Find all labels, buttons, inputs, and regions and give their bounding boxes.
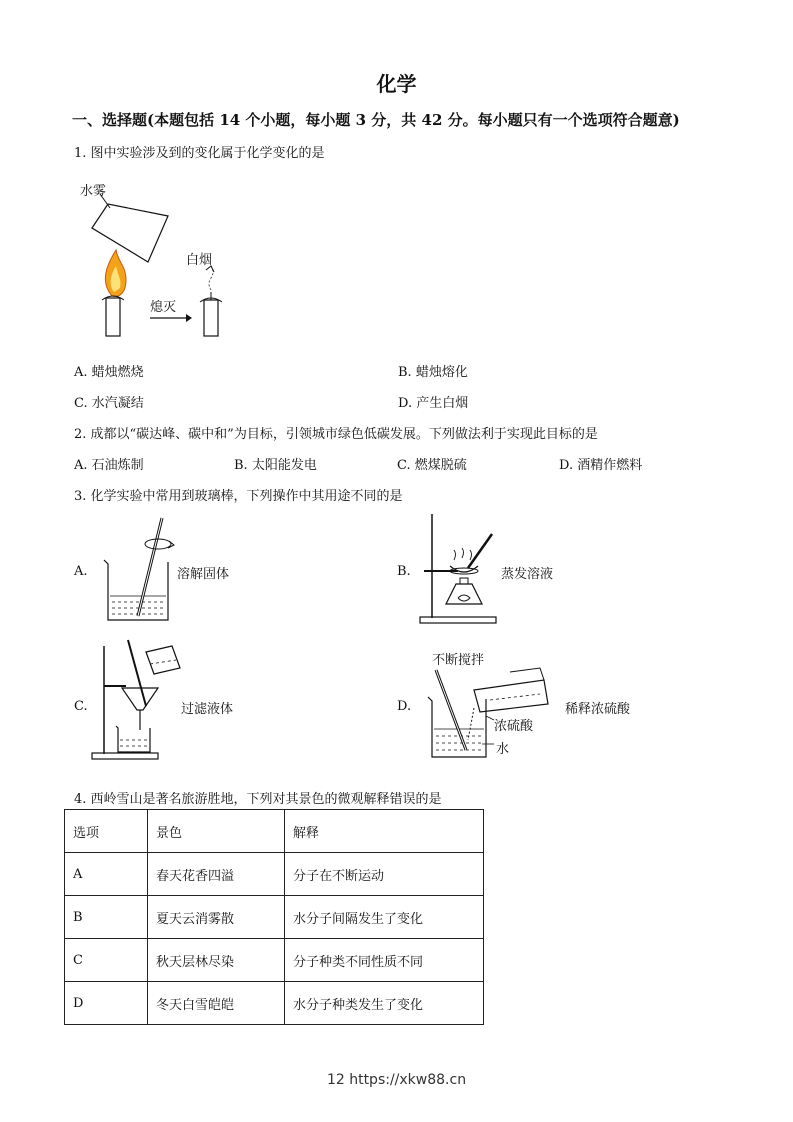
question-2-stem: 2. 成都以“碳达峰、碳中和”为目标，引领城市绿色低碳发展。下列做法利于实现此目标的是: [74, 427, 598, 442]
table-cell: C: [65, 939, 148, 982]
table-cell: 水分子间隔发生了变化: [285, 896, 484, 939]
table-header-cell: 景色: [148, 810, 285, 853]
page-footer: 12 https://xkw88.cn: [326, 1072, 467, 1088]
q1-option-b[interactable]: B. 蜡烛熔化: [398, 365, 468, 380]
table-cell: 分子在不断运动: [285, 853, 484, 896]
q2-option-a[interactable]: A. 石油炼制: [74, 458, 144, 473]
table-cell: 冬天白雪皑皑: [148, 982, 285, 1025]
label-concentrated-acid: 浓硫酸: [494, 719, 534, 734]
page-title: 化学: [376, 72, 417, 96]
table-cell: 秋天层林尽染: [148, 939, 285, 982]
table-row: [65, 853, 484, 896]
q2-option-c[interactable]: C. 燃煤脱硫: [397, 458, 467, 473]
q2-option-d[interactable]: D. 酒精作燃料: [559, 458, 643, 473]
table-cell: D: [65, 982, 148, 1025]
table-row: [65, 896, 484, 939]
evaporating-dish-icon: [420, 514, 496, 623]
funnel-filter-icon: [92, 640, 180, 759]
q3-caption-d: 稀释浓硫酸: [565, 702, 631, 717]
q1-option-d[interactable]: D. 产生白烟: [398, 396, 469, 411]
table-header-cell: 选项: [65, 810, 148, 853]
q3-option-c[interactable]: C.: [74, 699, 88, 714]
table-cell: 水分子种类发生了变化: [285, 982, 484, 1025]
table-cell: 分子种类不同性质不同: [285, 939, 484, 982]
q3-caption-a: 溶解固体: [177, 567, 230, 582]
table-header-row: [65, 810, 484, 853]
table-header-cell: 解释: [285, 810, 484, 853]
table-row: [65, 939, 484, 982]
q2-option-b[interactable]: B. 太阳能发电: [234, 458, 317, 473]
label-smoke: 白烟: [186, 253, 213, 268]
q3-caption-b: 蒸发溶液: [501, 567, 554, 582]
table-cell: 夏天云消雾散: [148, 896, 285, 939]
q1-option-a[interactable]: A. 蜡烛燃烧: [74, 365, 144, 380]
q1-option-c[interactable]: C. 水汽凝结: [74, 396, 144, 411]
q3-option-d[interactable]: D.: [397, 699, 412, 714]
question-4-table: [64, 809, 484, 1025]
label-stir: 不断搅拌: [432, 653, 485, 668]
section-heading: 一、选择题(本题包括 14 个小题，每小题 3 分，共 42 分。每小题只有一个选项符合题意): [72, 111, 680, 129]
label-extinguish: 熄灭: [150, 300, 177, 315]
q3-caption-c: 过滤液体: [181, 702, 234, 717]
q3-option-a[interactable]: A.: [74, 564, 88, 579]
label-mist: 水雾: [80, 184, 107, 199]
q3-option-b[interactable]: B.: [397, 564, 411, 579]
question-3-stem: 3. 化学实验中常用到玻璃棒，下列操作中其用途不同的是: [74, 489, 403, 504]
beaker-stirring-icon: [104, 518, 174, 620]
table-cell: 春天花香四溢: [148, 853, 285, 896]
table-cell: B: [65, 896, 148, 939]
diluting-acid-icon: [428, 668, 548, 757]
question-1-stem: 1. 图中实验涉及到的变化属于化学变化的是: [74, 146, 325, 161]
table-cell: A: [65, 853, 148, 896]
question-4-stem: 4. 西岭雪山是著名旅游胜地，下列对其景色的微观解释错误的是: [74, 792, 442, 807]
label-water: 水: [496, 742, 510, 757]
table-row: [65, 982, 484, 1025]
